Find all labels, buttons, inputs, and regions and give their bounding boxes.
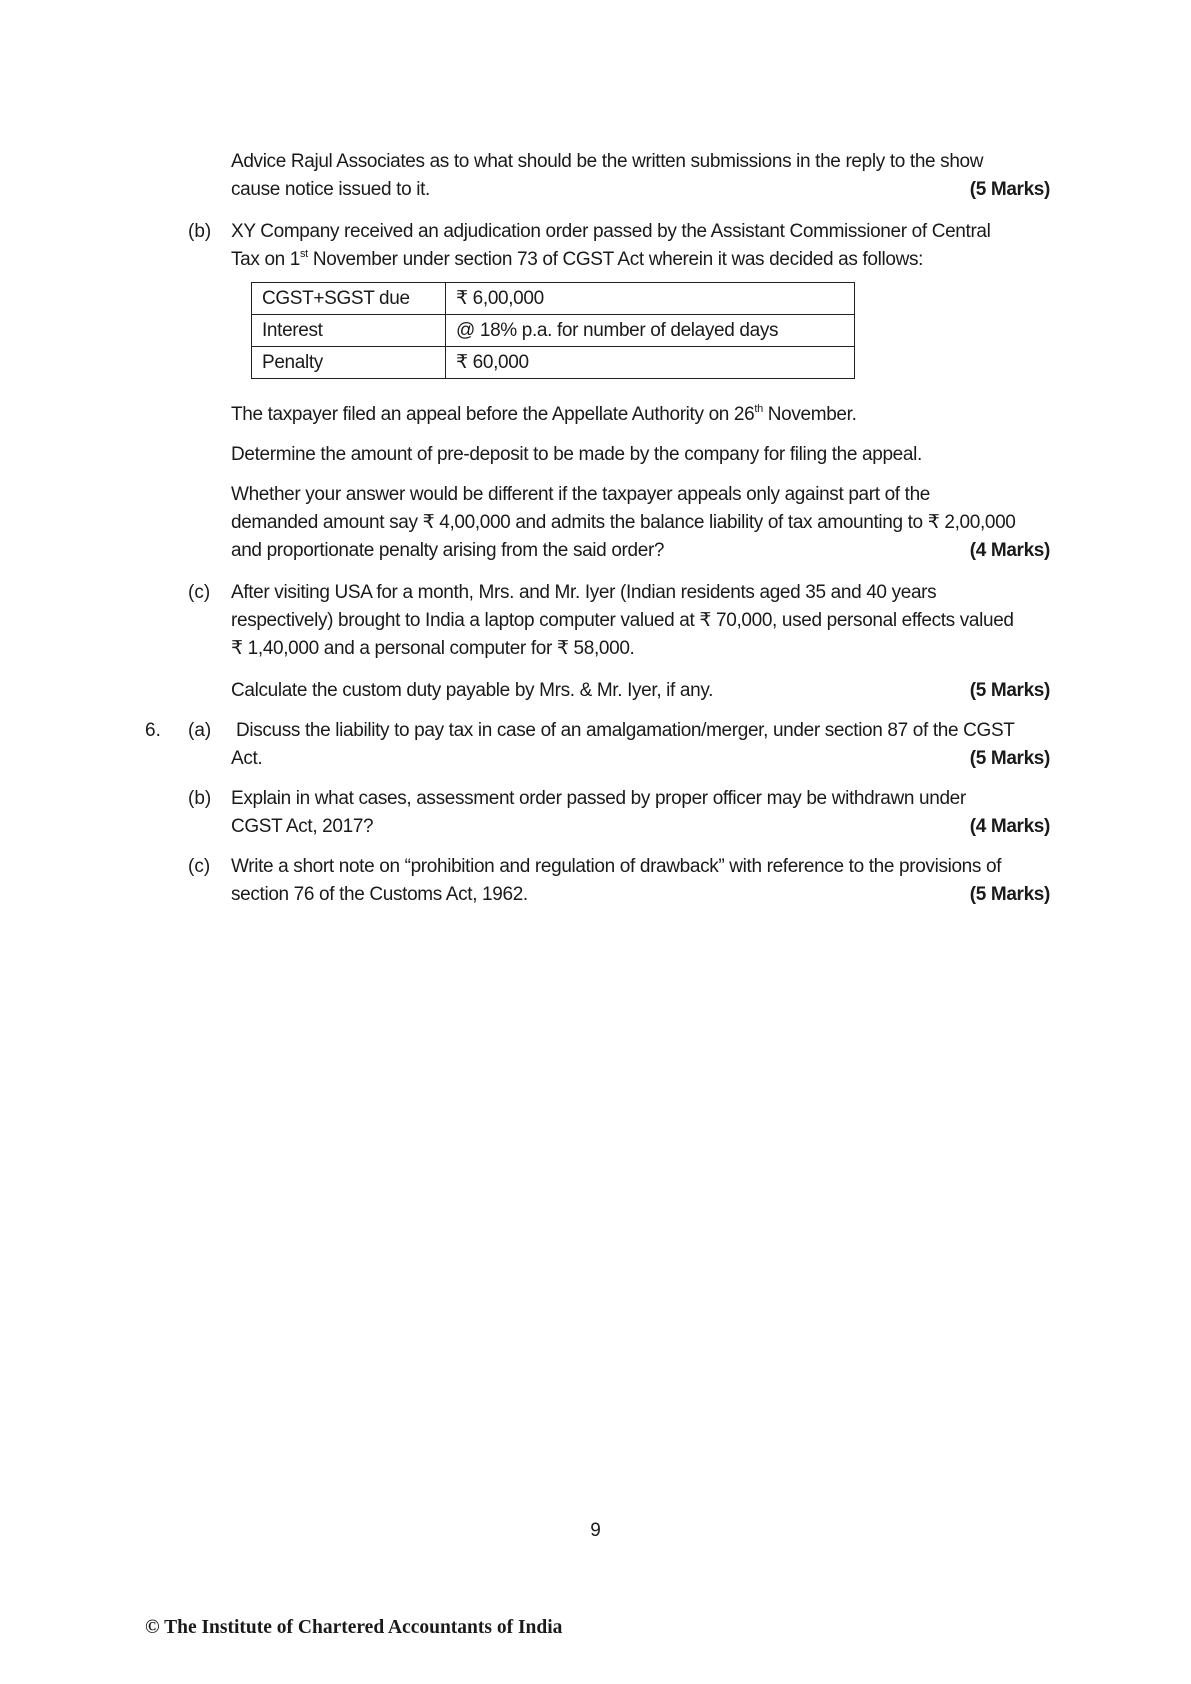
q6a-label: (a) (188, 720, 212, 741)
q5c-line3: ₹ 1,40,000 and a personal computer for ₹ 58,000. (231, 638, 635, 659)
table-cell-value: ₹ 60,000 (446, 347, 855, 379)
q5b-para3 (231, 481, 1050, 565)
q5b-label: (b) (188, 221, 212, 242)
q5b-para3-line1: Whether your answer would be different if the taxpayer appeals only against part of the (231, 484, 931, 505)
q5b-para1-post: November. (762, 404, 857, 425)
footer-copyright: © The Institute of Chartered Accountants of India (145, 1617, 563, 1638)
q5b-para2: Determine the amount of pre-deposit to be made by the company for filing the appeal. (231, 444, 922, 465)
q6a-line1: Discuss the liability to pay tax in case of an amalgamation/merger, under section 87 of the CGST (236, 720, 1015, 741)
q5c-text (231, 579, 1050, 663)
q5a-text (231, 148, 1050, 204)
q6b-line1: Explain in what cases, assessment order passed by proper officer may be withdrawn under (231, 788, 966, 809)
q6b-line2-text: CGST Act, 2017? (231, 816, 374, 837)
q6a-marks: (5 Marks) (969, 748, 1050, 769)
table-cell-item: Interest (252, 315, 446, 347)
q5b-para1-pre: The taxpayer filed an appeal before the Appellate Authority on 26 (231, 404, 755, 425)
q5b-intro (231, 218, 1050, 274)
q5a-line2 (231, 176, 1050, 204)
q5a-marks: (5 Marks) (969, 179, 1050, 200)
q5b-para3-line3 (231, 537, 1050, 565)
table-cell-item: Penalty (252, 347, 446, 379)
q6c-line1: Write a short note on “prohibition and regulation of drawback” with reference to the provisions of (231, 856, 1002, 877)
table-cell-value: @ 18% p.a. for number of delayed days (446, 315, 855, 347)
q5c-marks: (5 Marks) (969, 680, 1050, 701)
q5b-para3-line2: demanded amount say ₹ 4,00,000 and admits the balance liability of tax amounting to ₹ 2,00,000 (231, 512, 1016, 533)
q6c-line2 (231, 881, 1050, 909)
q5b-marks: (4 Marks) (969, 540, 1050, 561)
page-number: 9 (590, 1520, 601, 1541)
q6-number: 6. (145, 720, 161, 741)
q5c-line2: respectively) brought to India a laptop computer valued at ₹ 70,000, used personal effects valued (231, 610, 1014, 631)
q6c-marks: (5 Marks) (969, 884, 1050, 905)
table-cell-value: ₹ 6,00,000 (446, 283, 855, 315)
q5b-para1-sup: th (754, 402, 763, 415)
q5c-label: (c) (188, 582, 211, 603)
table-row (252, 315, 855, 347)
q5c-para2-line (231, 677, 1050, 705)
q5c-line1: After visiting USA for a month, Mrs. and Mr. Iyer (Indian residents aged 35 and 40 years (231, 582, 937, 603)
q5a-line1: Advice Rajul Associates as to what should be the written submissions in the reply to the show (231, 151, 984, 172)
q6b-label: (b) (188, 788, 212, 809)
q5b-line2-sup: st (300, 247, 308, 260)
q6c-label: (c) (188, 856, 211, 877)
q5b-line2-pre: Tax on 1 (231, 249, 301, 270)
q5c-para2 (231, 677, 1050, 705)
q5b-line1: XY Company received an adjudication order passed by the Assistant Commissioner of Central (231, 221, 991, 242)
q5b-para1 (231, 401, 1050, 429)
q6c-text (231, 853, 1050, 909)
adjudication-table (251, 282, 855, 379)
q5a-line2-text: cause notice issued to it. (231, 179, 430, 200)
q6b-marks: (4 Marks) (969, 816, 1050, 837)
table-row (252, 283, 855, 315)
q6c-line2-text: section 76 of the Customs Act, 1962. (231, 884, 528, 905)
q5b-line2 (231, 246, 1050, 274)
q6a-text (231, 717, 1050, 773)
q6b-line2 (231, 813, 1050, 841)
table-row (252, 347, 855, 379)
table-cell-item: CGST+SGST due (252, 283, 446, 315)
q5c-para2-text: Calculate the custom duty payable by Mrs. & Mr. Iyer, if any. (231, 680, 714, 701)
q6a-line2 (231, 745, 1050, 773)
q6b-text (231, 785, 1050, 841)
q5b-para3-line3-text: and proportionate penalty arising from the said order? (231, 540, 665, 561)
q6a-line2-text: Act. (231, 748, 263, 769)
q5b-line2-post: November under section 73 of CGST Act wherein it was decided as follows: (307, 249, 924, 270)
